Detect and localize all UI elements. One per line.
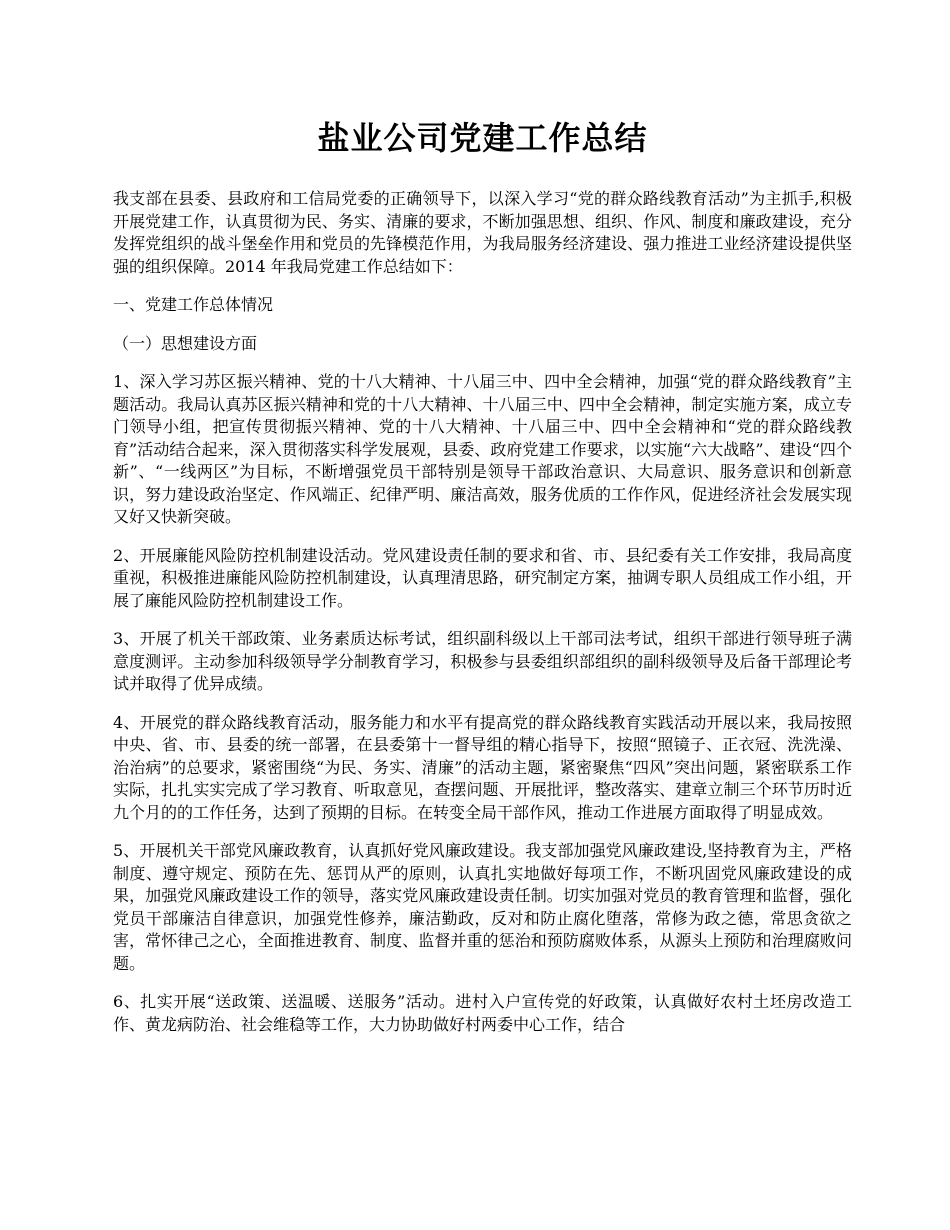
item-paragraph-1: 1、深入学习苏区振兴精神、党的十八大精神、十八届三中、四中全会精神，加强“党的群众路线教育”主题活动。我局认真苏区振兴精神和党的十八大精神、十八届三中、四中全会精神，制定实施方案，成立专门领导小组，把宣传贯彻振兴精神、党的十八大精神、十八届三中、四中全会精神和“党的群众路线教育”活动结合起来，深入贯彻落实科学发展观，县委、政府党建工作要求，以实施“六大战略”、建设“四个新”、“一线两区”为目标，不断增强党员干部特别是领导干部政治意识、大局意识、服务意识和创新意识，努力建设政治坚定、作风端正、纪律严明、廉洁高效，服务优质的工作作风，促进经济社会发展实现又好又快新突破。 <box>113 372 852 526</box>
item-paragraph-5: 5、开展机关干部党风廉政教育，认真抓好党风廉政建设。我支部加强党风廉政建设,坚持教育为主，严格制度、遵守规定、预防在先、惩罚从严的原则，认真扎实地做好每项工作，不断巩固党风廉政建设的成果，加强党风廉政建设工作的领导，落实党风廉政建设责任制。切实加强对党员的教育管理和监督，强化党员干部廉洁自律意识，加强党性修养，廉洁勤政，反对和防止腐化堕落，常修为政之德，常思贪欲之害，常怀律己之心，全面推进教育、制度、监督并重的惩治和预防腐败体系，从源头上预防和治理腐败问题。 <box>113 841 852 973</box>
item-paragraph-2: 2、开展廉能风险防控机制建设活动。党风建设责任制的要求和省、市、县纪委有关工作安排，我局高度重视，积极推进廉能风险防控机制建设，认真理清思路，研究制定方案，抽调专职人员组成工作小组，开展了廉能风险防控机制建设工作。 <box>113 545 852 610</box>
item-paragraph-3: 3、开展了机关干部政策、业务素质达标考试，组织副科级以上干部司法考试，组织干部进行领导班子满意度测评。主动参加科级领导学分制教育学习，积极参与县委组织部组织的副科级领导及后备干部理论考试并取得了优异成绩。 <box>113 629 852 693</box>
item-paragraph-6: 6、扎实开展“送政策、送温暖、送服务”活动。进村入户宣传党的好政策，认真做好农村土坯房改造工作、黄龙病防治、社会维稳等工作，大力协助做好村两委中心工作，结合 <box>113 992 852 1034</box>
intro-paragraph: 我支部在县委、县政府和工信局党委的正确领导下，以深入学习“党的群众路线教育活动”为主抓手,积极开展党建工作，认真贯彻为民、务实、清廉的要求，不断加强思想、组织、作风、制度和廉政建设，充分发挥党组织的战斗堡垒作用和党员的先锋模范作用，为我局服务经济建设、强力推进工业经济建设提供坚强的组织保障。2014 年我局党建工作总结如下： <box>113 189 852 276</box>
document-title: 盐业公司党建工作总结 <box>317 119 648 157</box>
section-heading: 一、党建工作总体情况 <box>113 295 274 314</box>
item-paragraph-4: 4、开展党的群众路线教育活动，服务能力和水平有提高党的群众路线教育实践活动开展以来，我局按照中央、省、市、县委的统一部署，在县委第十一督导组的精心指导下，按照“照镜子、正衣冠、洗洗澡、治治病”的总要求，紧密围绕“为民、务实、清廉”的活动主题，紧密聚焦“四风”突出问题，紧密联系工作实际，扎扎实实完成了学习教育、听取意见，查摆问题、开展批评，整改落实、建章立制三个环节历时近九个月的的工作任务，达到了预期的目标。在转变全局干部作风，推动工作进展方面取得了明显成效。 <box>113 712 852 822</box>
subsection-heading: （一）思想建设方面 <box>113 333 258 353</box>
